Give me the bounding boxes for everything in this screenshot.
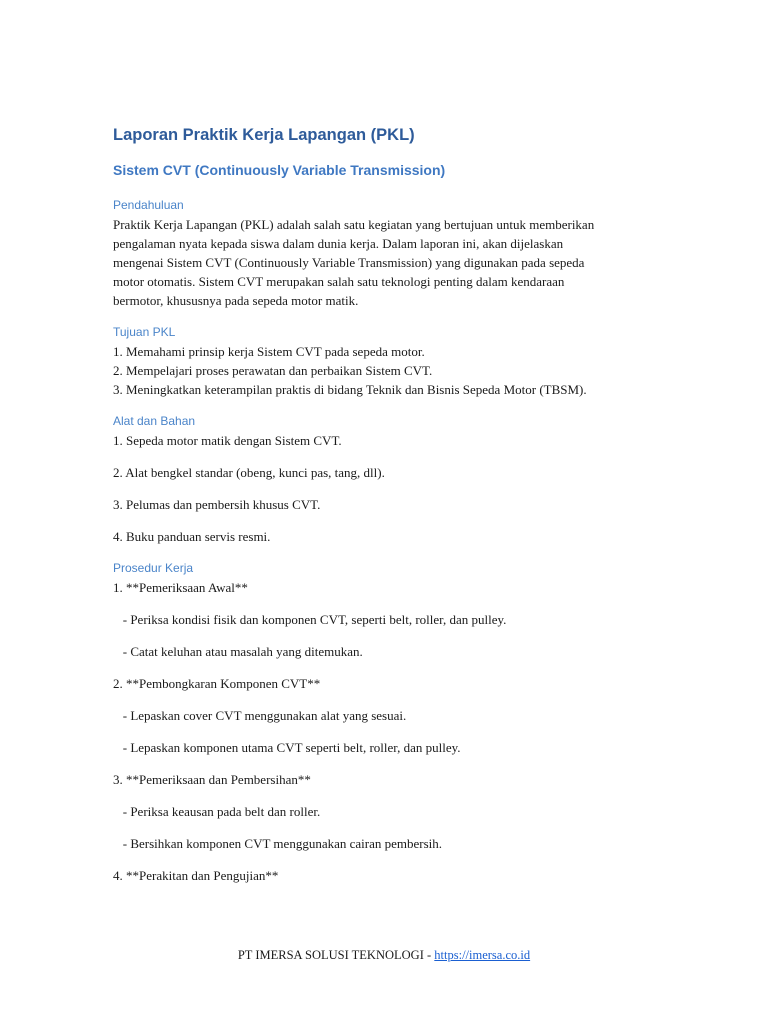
page-footer [0,946,768,964]
document-body [113,124,673,885]
section-pendahuluan [113,196,673,310]
paragraph-line: bermotor, khususnya pada sepeda motor matik. [113,293,359,308]
list-item: 1. Memahami prinsip kerja Sistem CVT pada sepeda motor. [113,344,425,359]
list-item: - Catat keluhan atau masalah yang ditemukan. [113,644,363,659]
list-item: 4. Buku panduan servis resmi. [113,529,271,544]
list-item: 4. **Perakitan dan Pengujian** [113,868,279,883]
list-item: - Lepaskan komponen utama CVT seperti belt, roller, dan pulley. [113,740,461,755]
paragraph-line: motor otomatis. Sistem CVT merupakan salah satu teknologi penting dalam kendaraan [113,274,565,289]
list-item: 2. **Pembongkaran Komponen CVT** [113,676,321,691]
section-alat-bahan [113,412,673,546]
list-item: 3. **Pemeriksaan dan Pembersihan** [113,772,311,787]
paragraph-line: mengenai Sistem CVT (Continuously Variable Transmission) yang digunakan pada sepeda [113,255,585,270]
document-title: Laporan Praktik Kerja Lapangan (PKL) [113,126,415,144]
document-subtitle: Sistem CVT (Continuously Variable Transmission) [113,162,446,178]
section-tujuan [113,323,673,399]
section-heading-tujuan: Tujuan PKL [113,325,176,339]
footer-company-text: PT IMERSA SOLUSI TEKNOLOGI - [237,948,435,962]
list-item: 1. Sepeda motor matik dengan Sistem CVT. [113,433,342,448]
list-item: - Periksa kondisi fisik dan komponen CVT, seperti belt, roller, dan pulley. [113,612,507,627]
list-item: - Periksa keausan pada belt dan roller. [113,804,321,819]
paragraph-line: pengalaman nyata kepada siswa dalam dunia kerja. Dalam laporan ini, akan dijelaskan [113,236,564,251]
list-item: 3. Pelumas dan pembersih khusus CVT. [113,497,321,512]
section-heading-alat-bahan: Alat dan Bahan [113,414,196,428]
footer-website-link[interactable]: https://imersa.co.id [434,948,531,962]
list-item: 3. Meningkatkan keterampilan praktis di bidang Teknik dan Bisnis Sepeda Motor (TBSM). [113,382,587,397]
list-item: 2. Mempelajari proses perawatan dan perbaikan Sistem CVT. [113,363,433,378]
list-item: - Bersihkan komponen CVT menggunakan cairan pembersih. [113,836,443,851]
list-item: 1. **Pemeriksaan Awal** [113,580,248,595]
section-heading-prosedur: Prosedur Kerja [113,561,194,575]
section-prosedur [113,559,673,885]
section-heading-pendahuluan: Pendahuluan [113,198,184,212]
list-item: - Lepaskan cover CVT menggunakan alat yang sesuai. [113,708,407,723]
paragraph-line: Praktik Kerja Lapangan (PKL) adalah salah satu kegiatan yang bertujuan untuk memberikan [113,217,595,232]
list-item: 2. Alat bengkel standar (obeng, kunci pas, tang, dll). [113,465,385,480]
